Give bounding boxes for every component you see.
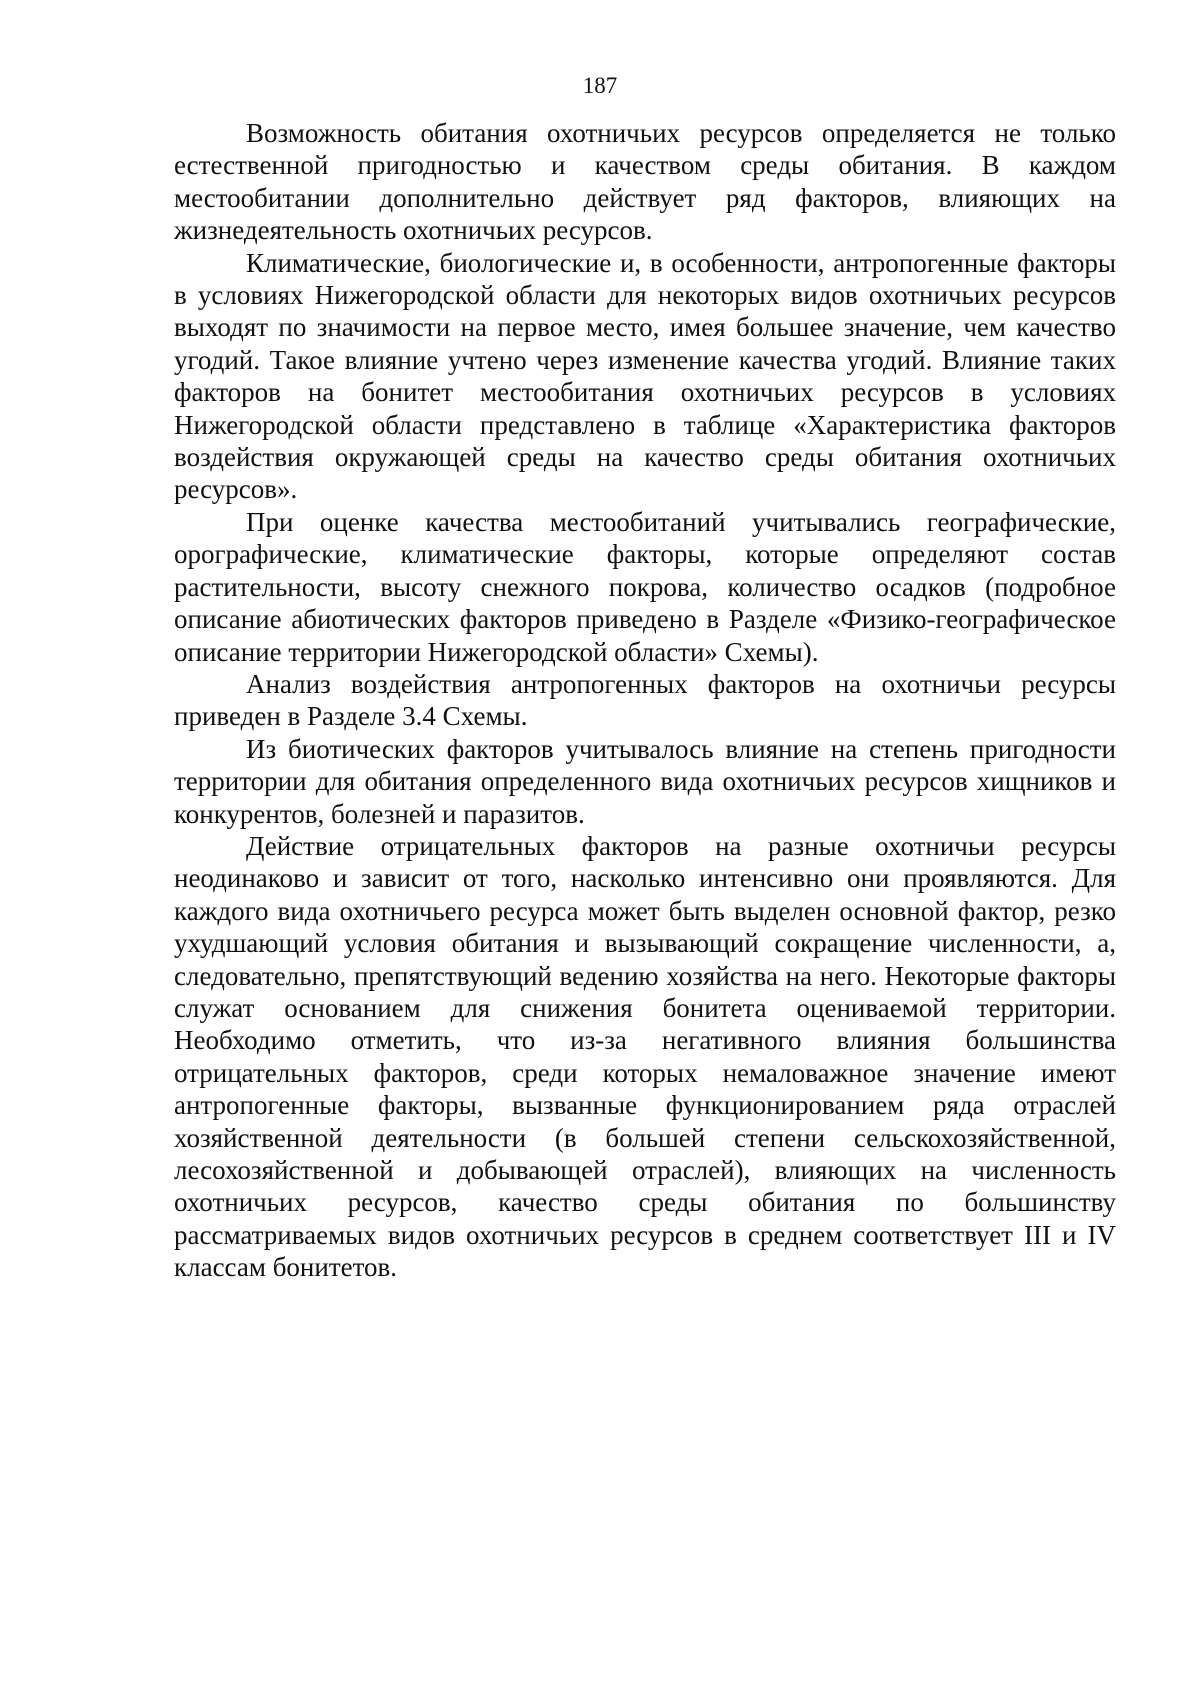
body-text — [174, 117, 1116, 1284]
paragraph-habitat-quality-assessment: При оценке качества местообитаний учитывались географические, орографические, климатические факторы, которые определяют состав растительности, высоту снежного покрова, количество осадков (подробное описание абиотических факторов приведено в Разделе «Физико-географическое описание территории Нижегородской области» Схемы). — [174, 506, 1116, 667]
paragraph-anthropogenic-analysis: Анализ воздействия антропогенных факторов на охотничьи ресурсы приведен в Разделе 3.4 Схемы. — [174, 668, 1116, 732]
paragraph-biotic-factors: Из биотических факторов учитывалось влияние на степень пригодности территории для обитания определенного вида охотничьих ресурсов хищников и конкурентов, болезней и паразитов. — [174, 733, 1116, 829]
paragraph-climatic-factors: Климатические, биологические и, в особенности, антропогенные факторы в условиях Нижегородской области для некоторых видов охотничьих ресурсов выходят по значимости на первое место, имея большее значение, чем качество угодий. Такое влияние учтено через изменение качества угодий. Влияние таких факторов на бонитет местообитания охотничьих ресурсов в условиях Нижегородской области представлено в таблице «Характеристика факторов воздействия окружающей среды на качество среды обитания охотничьих ресурсов». — [174, 247, 1116, 505]
paragraph-habitat-possibility: Возможность обитания охотничьих ресурсов определяется не только естественной пригодностью и качеством среды обитания. В каждом местообитании дополнительно действует ряд факторов, влияющих на жизнедеятельность охотничьих ресурсов. — [174, 118, 1116, 246]
page-number: 187 — [582, 73, 618, 98]
paragraph-negative-factors: Действие отрицательных факторов на разные охотничьи ресурсы неодинаково и зависит от того, насколько интенсивно они проявляются. Для каждого вида охотничьего ресурса может быть выделен основной фактор, резко ухудшающий условия обитания и вызывающий сокращение численности, а, следовательно, препятствующий ведению хозяйства на него. Некоторые факторы служат основанием для снижения бонитета оцениваемой территории. Необходимо отметить, что из-за негативного влияния большинства отрицательных факторов, среди которых немаловажное значение имеют антропогенные факторы, вызванные функционированием ряда отраслей хозяйственной деятельности (в большей степени сельскохозяйственной, лесохозяйственной и добывающей отраслей), влияющих на численность охотничьих ресурсов, качество среды обитания по большинству рассматриваемых видов охотничьих ресурсов в среднем соответствует III и IV классам бонитетов. — [174, 830, 1116, 1283]
